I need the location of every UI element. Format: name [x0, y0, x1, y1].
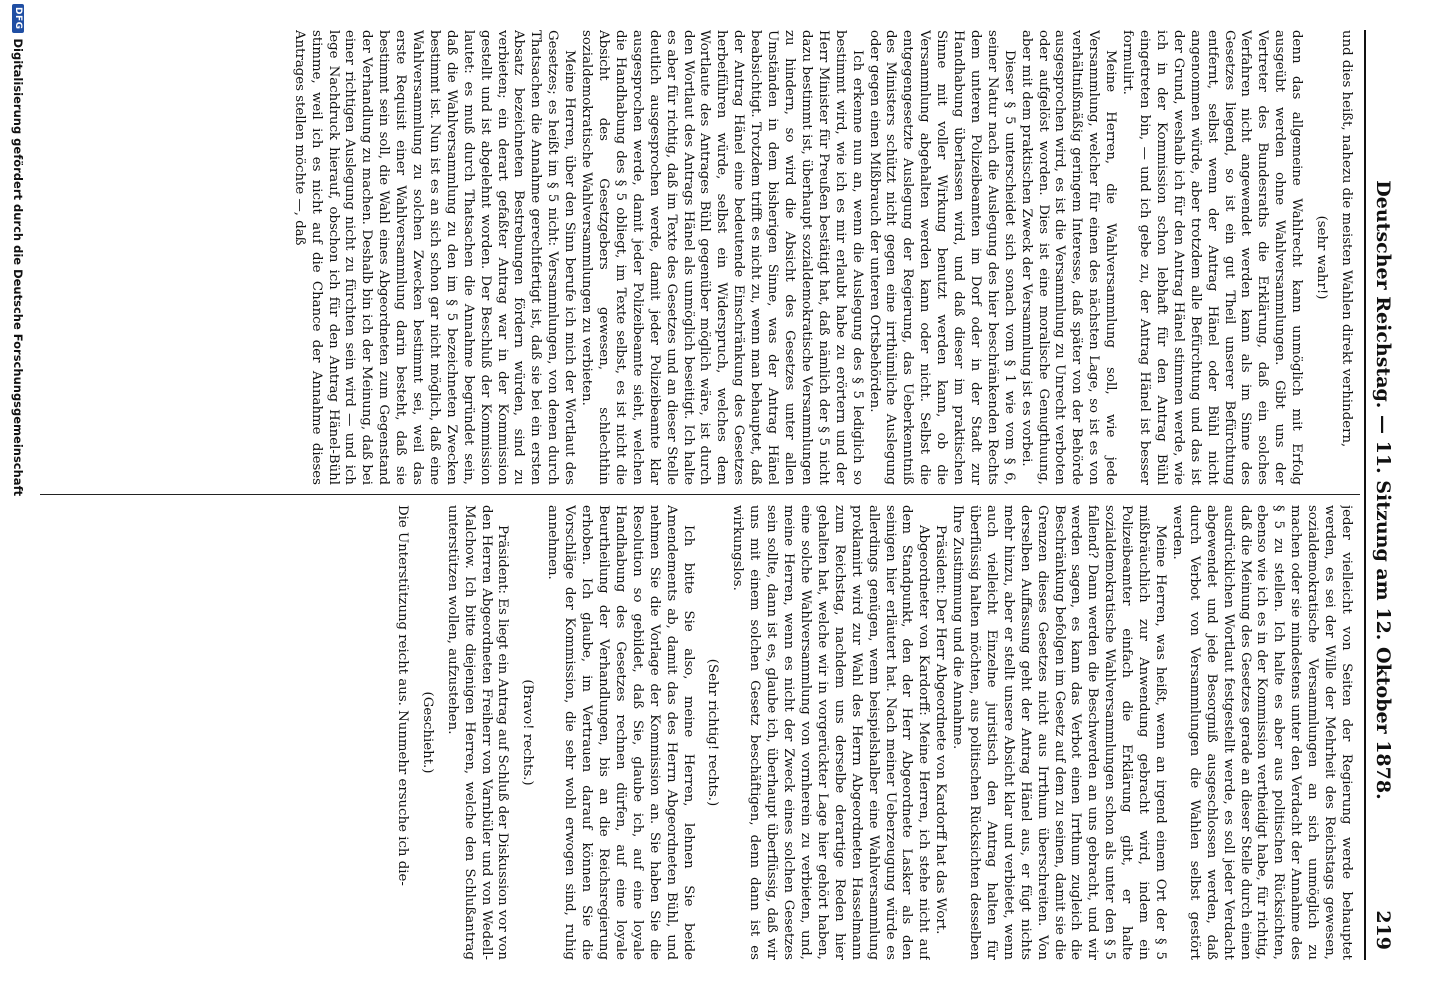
interjection: (Geschieht.)	[419, 691, 435, 774]
header-rule	[1364, 30, 1366, 960]
left-column	[44, 30, 1354, 485]
paragraph: Meine Herren, was heißt, wenn an irgend einem Ort der § 5 mißbräuchlich zur Anwendung gebracht wird, indem ein Polizeibeamter einfach die Erklärung gibt, er halte sozialdemokratische Wahlversammlungen schon als unter den § 5 fallend? Dann werden die Beschwerden an uns gebracht, und wir werden sagen, es kann das Verbot einen Irrthum zugleich die Beschränkung befolgen im Gesetz auf dem zu seinen, damit sie die Grenzen dieses Gesetzes nicht aus Irrthum überschreiten. Von derselben Auffassung geht der Antrag Hänel aus, er fügt nichts mehr hinzu, aber er stellt unsere Absicht klar und verbietet, wenn auch vielleicht Einzelne juristisch den Antrag halten für überflüssig halten möchten, aus politischen Rücksichten desselben Ihre Zustimmung und die Annahme.	[950, 505, 1169, 960]
speaker-paragraph: Abgeordneter von Kardorff: Meine Herren, ich stehe nicht auf dem Standpunkt, den der Herr Abgeordnete Lasker als den seinigen hier erläutert hat. Nach meiner Ueberzeugung würde es allerdings genügen, wenn beispielshalber eine Wahlversammlung proklamirt wird zur Wahl des Herrn Abgeordneten Hasselmann zum Reichstag, nachdem uns derselbe derartige Reden hier gehalten hat, welche wir in vorgerückter Lage hier gehört haben, eine solche Wahlversammlung von vornherein zu verbieten, und, meine Herren, wenn es nicht der Zweck eines solchen Gesetzes sein sollte, dann ist es, glaube ich, überhaupt überflüssig, daß wir uns mit einem solchen Gesetz beschäftigen, denn dann ist es wirkungslos.	[730, 505, 932, 960]
paragraph: Dieser § 5 unterscheidet sich sonach vom § 1 wie vom § 6, seiner Natur nach die Auslegung des hier beschränkenden Rechts dem unteren Polizeibeamten im Dorf oder in der Stadt zur Handhabung überlassen wird, und daß dieser im praktischen Sinne mit voller Wirkung benutzt werden kann, ob die Versammlung abgehalten werden kann oder nicht. Selbst die entgegengesetzte Auslegung der Regierung, das Ueberkenntniß des Ministers schützt nicht gegen eine irrthümliche Auslegung oder gegen einen Mißbrauch der unteren Ortsbehörden.	[866, 30, 1017, 485]
credit-text: Digitalisierung gefördert durch die Deutsche Forschungsgemeinschaft	[11, 38, 25, 497]
dfg-logo-icon: DFG	[12, 4, 24, 33]
interjection: (Sehr richtig! rechts.)	[705, 658, 721, 807]
speaker-paragraph: Präsident: Der Herr Abgeordnete von Kardorff hat das Wort.	[933, 524, 949, 935]
running-head	[1364, 30, 1394, 950]
speaker-paragraph: Präsident: Es liegt ein Antrag auf Schluß der Diskussion vor von den Herren Abgeordneten Freiherr von Varnbüler und von Wedell-Malchow. Ich bitte diejenigen Herren, welche den Schlußantrag unterstützen wollen, aufzustehen.	[444, 505, 511, 960]
paragraph: Meine Herren, über den Sinn berufe ich mich der Wortlaut des Gesetzes; es heißt im § 5 nicht: Versammlungen, von denen durch Thatsachen die Annahme gerechtfertigt ist, daß sie bei ein ersten Absatz bezeichneten Bestrebungen fördern würden, sind zu verbieten; ein derart gefaßter Antrag war in der Kommission gestellt und ist abgelehnt worden. Der Beschluß der Kommission lautet: es muß durch Thatsachen die Annahme begründet sein, daß die Wahlversammlung zu den im § 5 bezeichneten Zwecken bestimmt ist. Nun ist es an sich schon gar nicht möglich, daß eine Wahlversammlung zu solchen Zwecken bestimmt sei, weil das erste Requisit einer Wahlversammlung darin besteht, daß sie bestimmt sein soll, die Wahl eines Abgeordneten zum Gegenstand der Verhandlung zu machen. Deshalb bin ich der Meinung, daß bei einer richtigen Auslegung nicht zu fürchten sein wird — und ich lege Nachdruck hierauf, obschon ich für den Antrag Hänel-Bühl stimme, weil ich es nicht auf die Chance der Annahme dieses Antrages stellen möchte —, daß	[291, 30, 578, 485]
interjection: (sehr wahr!)	[1314, 215, 1330, 300]
paragraph: Meine Herren, die Wahlversammlung soll, wie jede Versammlung, welcher für einen des nächsten Lage, so ist es von verhältnißmäßig geringem Interesse, daß später von der Behörde ausgesprochen wird, es ist die Versammlung zu Unrecht verboten oder aufgelöst worden. Dies ist eine moralische Genugthuung, aber mit dem praktischen Zweck der Versammlung ist es vorbei.	[1018, 30, 1119, 485]
paragraph: Die Unterstützung reicht aus. Nunmehr ersuche ich die-	[394, 505, 410, 886]
paragraph: Ich bitte Sie also, meine Herren, lehnen Sie beide Amendements ab, damit das des Herrn Abgeordneten Bühl, und nehmen Sie die Vorlage der Kommission an. Sie haben Sie die Resolution so gebildet, daß Sie, glaube ich, auf eine loyale Handhabung des Gesetzes rechnen dürfen, auf eine loyale Beurtheilung der Verhandlungen, bis an die Reichsregierung erhoben. Ich glaube, im Vertrauen darauf können Sie die Vorschläge der Kommission, die sehr wohl erwogen sind, ruhig annehmen.	[545, 505, 696, 960]
running-head-title: Deutscher Reichstag. — 11. Sitzung am 12. Oktober 1878.	[1372, 180, 1394, 800]
column-divider	[40, 494, 1360, 495]
right-column	[44, 505, 1354, 960]
paragraph: jeder vielleicht von Seiten der Regierung werde behauptet werden, es sei der Wille der Mehrheit des Reichstags gewesen, sozialdemokratische Versammlungen an sich unmöglich zu machen oder sie mindestens unter den Verdacht der Annahme des § 5 zu stellen. Ich halte es aber aus politischen Rücksichten, ebenso wie ich es in der Kommission vertheidigt habe, für richtig, daß die Meinung des Gesetzes gerade an dieser Stelle durch einen ausdrücklichen Wortlaut festgestellt werde, es soll jeder Verdacht abgewendet und jede Besorgniß ausgeschlossen werden, daß durch Verbot von Versammlungen die Wahlen selbst gestört werden.	[1169, 505, 1354, 960]
paragraph: denn das allgemeine Wahlrecht kann unmöglich mit Erfolg ausgeübt werden ohne Wahlversammlungen. Gibt uns der Vertreter des Bundesraths die Erklärung, daß ein solches Verfahren nicht angewendet werden kann als im Sinne des Gesetzes liegend, so ist ein gut Theil unserer Befürchtung entfernt, selbst wenn der Antrag Hänel oder Bühl nicht angenommen würde, aber trotzdem alle Befürchtung und das ist der Grund, weshalb ich für den Antrag Hänel stimmen werde, wie ich in der Kommission schon lebhaft für den Antrag Bühl eingetreten bin, — und ich gebe zu, der Antrag Hänel ist besser formulirt.	[1120, 30, 1305, 485]
page-number: 219	[1372, 910, 1394, 950]
digitization-credit	[4, 0, 32, 1000]
interjection: (Bravo! rechts.)	[520, 679, 536, 786]
paragraph: und dies heißt, nahezu die meisten Wahlen direkt verhindern,	[1339, 30, 1354, 448]
paragraph: Ich erkenne nun an, wenn die Auslegung des § 5 lediglich so bestimmt wird, wie ich es mir erlaubt habe zu erörtern und der Herr Minister für Preußen bestätigt hat, daß nämlich der § 5 nicht dazu bestimmt ist, überhaupt sozialdemokratische Versammlungen zu hindern, so wird die Absicht des Gesetzes unter allen Umständen in dem bisherigen Sinne, was der Antrag Hänel beabsichtigt. Trotzdem trifft es nicht zu, wenn man behauptet, daß der Antrag Hänel eine bedeutende Einschränkung des Gesetzes herbeiführen würde, selbst ein Widerspruch, welches dem Wortlaute des Antrages Bühl gegenüber möglich wäre, ist durch den Wortlaut des Antrags Hänel als unmöglich beseitigt. Ich halte es aber für richtig, daß im Texte des Gesetzes und an dieser Stelle deutlich ausgesprochen werde, damit jeder Polizeibeamte klar ausgesprochen werde, damit jeder Polizeibeamte sieht, welchen die Handhabung des § 5 obliegt, im Texte selbst, es ist nicht die Absicht des Gesetzgebers gewesen, schlechthin sozialdemokratische Wahlversammlungen zu verbieten.	[579, 30, 865, 485]
